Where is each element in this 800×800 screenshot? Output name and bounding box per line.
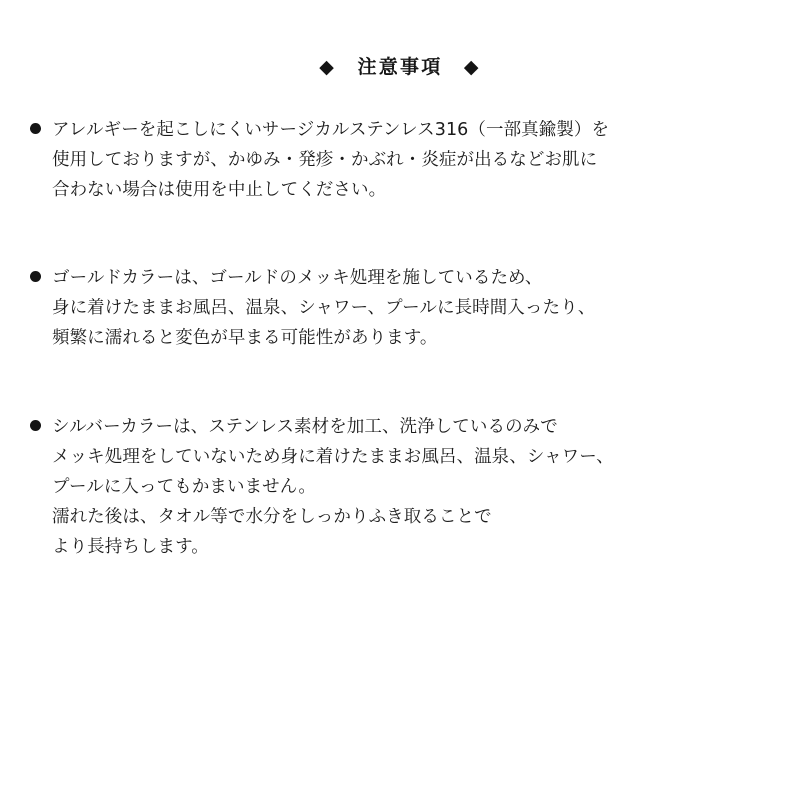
note-line: 濡れた後は、タオル等で水分をしっかりふき取ることで [52,506,492,527]
page-title: ◆ 注意事項 ◆ [319,56,481,78]
note-line: より長持ちします。 [52,536,209,557]
filled-circle-bullet-icon [30,420,41,431]
note-line: 合わない場合は使用を中止してください。 [52,180,387,201]
note-text-block [52,115,766,205]
filled-circle-bullet-icon [30,123,41,134]
note-line: メッキ処理をしていないため身に着けたままお風呂、温泉、シャワー、 [52,446,614,467]
filled-circle-bullet-icon [30,271,41,282]
note-line: プールに入ってもかまいません。 [52,476,316,497]
notice-list [0,79,800,562]
note-line: 身に着けたままお風呂、温泉、シャワー、プールに長時間入ったり、 [52,298,596,319]
list-item [0,412,800,562]
note-text-block [52,263,766,353]
note-line: 頻繁に濡れると変色が早まる可能性があります。 [52,328,438,349]
note-text-block [52,412,766,562]
note-line: シルバーカラーは、ステンレス素材を加工、洗浄しているのみで [52,416,558,437]
note-line: ゴールドカラーは、ゴールドのメッキ処理を施しているため、 [52,268,543,289]
list-item [0,263,800,353]
note-line: アレルギーを起こしにくいサージカルステンレス316（一部真鍮製）を [52,120,610,140]
note-line: 使用しておりますが、かゆみ・発疹・かぶれ・炎症が出るなどお肌に [52,150,598,171]
list-item [0,115,800,205]
